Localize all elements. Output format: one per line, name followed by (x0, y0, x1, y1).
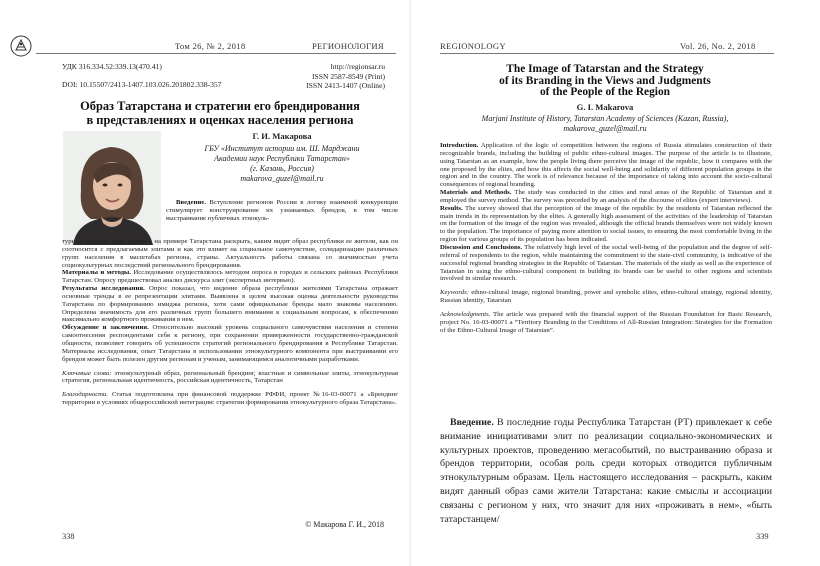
results-text-en: The survey showed that the perception of the image of the republic by the residents of Tatarstan reflected the main trends in its representation by the elites. A generally high assessment of the activities of the leadership of Tatarstan on the formation of the image of the region was revealed, although the official brands themselves were not widely known to the population. The importance of paying more attention to social issues, to ensuring the most comfortable living in the region for various groups of its population has been indicated. (440, 204, 772, 244)
ack-text-en: The article was prepared with the financial support of the Russian Foundation for Basic Research, project No. 16-03-00071 a “Territory Branding in the Conditions of All-Russian Integration: Strategies for the Formation of the Ethno-Cultural Image of Tatarstan”. (440, 310, 772, 334)
discussion-text-ru: Относительно высокий уровень социального самочувствия населения и степени самоотнесения респондентами себя к региону, при сохранении приверженности государственно-гражданской общности, позволяет говорить об успешности стратегий регионального брендирования в Республике Татарстан. Материалы исследования, опыт Татарстана в использовании этнокультурного компонента при выстраивании его брендов может быть полезен другим регионам и ученым, занимающимся аналогичными разработками. (62, 324, 398, 363)
discussion-label-en: Discussion and Conclusions. (440, 243, 523, 251)
methods-label-en: Materials and Methods. (440, 189, 512, 197)
title-ru-line-1: Образ Татарстана и стратегии его брендирования (80, 99, 360, 113)
title-ru-line-2: в представлениях и оценках населения региона (86, 112, 354, 127)
affiliation-ru-line-3: (г. Казань, Россия) (250, 164, 314, 173)
keywords-label-en: Keywords: (440, 289, 469, 297)
page-number-right: 339 (756, 532, 769, 541)
article-title-en (440, 64, 770, 99)
main-text-intro (440, 416, 772, 526)
keywords-text-en: ethno-cultural image, regional branding, power and symbolic elites, ethno-cultural strategy, regional identity, Russian identity, Tatarstan (440, 289, 773, 305)
keywords-text-ru: этнокультурный образ, региональный брендинг, властные и символьные элиты, этнокультурная стратегия, региональная идентичность, российская идентичность, Татарстан (62, 369, 399, 385)
results-text-ru: Опрос показал, что видение образа республики жителями Татарстана отражает основные тренды в ее репрезентации элитами. Выявлена в целом высокая оценка деятельности руководства Татарстана по формированию имиджа региона, хотя сами официальные бренды мало знакомы населению. Определена значимость для его различных групп большего внимания к социальным вопросам, к обеспечению максимально комфортного проживания в нем. (62, 285, 398, 324)
running-head-journal-en: REGIONOLOGY (440, 41, 506, 51)
title-en-line-2: of its Branding in the Views and Judgments (499, 74, 711, 87)
affiliation-en (440, 114, 770, 134)
main-intro-label: Введение. (450, 417, 494, 428)
intro-text-ru: Вступление регионов России в логику взаимной конкуренции стимулирует конструирование их узнаваемых брендов, в том числе выстраивание публичных этнокуль- (166, 199, 399, 222)
methods-text-ru: Исследование осуществлялось методом опроса в городах и сельских районах Республики Татарстан. Опросу предшествовал анализ дискурса элит (экспертных интервью). (62, 269, 399, 285)
udc-code: УДК 316.334.52:339.13(470.41) (62, 62, 162, 71)
intro-label-ru: Введение. (176, 199, 206, 206)
abstract-en (440, 142, 772, 334)
ack-text-ru: Статья подготовлена при финансовой поддержке РФФИ, проект №16-03-00071 а «Брендинг территории в условиях общероссийской интеграции: стратегии формирования этнокультурного образа Татарстана». (62, 391, 398, 407)
affiliation-ru-line-1: ГБУ «Институт истории им. Ш. Марджани (204, 144, 360, 153)
discussion-label-ru: Обсуждение и заключения. (62, 324, 149, 332)
intro-text-ru-cont: турных образов. Цель статьи – на примере Татарстана раскрыть, каким видят образ республики ее жители, как он соотносится с предлагаемым элитами и как это влияет на социальное самочувствие, солидаризацию различных групп населения в масштабах региона, страны. Актуальность работы связана со значимостью учета социокультурных последствий регионального брендирования. (62, 238, 398, 269)
ack-label-en: Acknowledgments. (440, 310, 491, 318)
intro-label-en: Introduction. (440, 142, 479, 149)
affiliation-ru-line-2: Академии наук Республики Татарстан» (214, 154, 350, 163)
title-en-line-3: of the People of the Region (539, 86, 671, 99)
main-intro-text: В последние годы Республика Татарстан (РТ) привлекает к себе внимание инициативами элит по реализации социально-экономических и культурных проектов, проведению мегасобытий, по выстраиванию образа и брендов территории, особая роль среди которых отводится публичным этнокультурным образам. Цель настоящего исследования – раскрыть, каким видят данный образ сами жители Татарстана: какие смыслы и ассоциации связаны с регионом у них, что значит для них «проживать в нем», «быть татарстанцем/ (440, 417, 773, 525)
methods-label-ru: Материалы и методы. (62, 269, 132, 277)
running-head-volume: Том 26, № 2, 2018 (175, 41, 246, 51)
author-name-en: G. I. Makarova (576, 102, 634, 112)
intro-text-en: Application of the logic of competition between the regions of Russia stimulates construction of their recognizable brands, including the building of public ethno-cultural images. The purpose of the article is to illustrate, using Tatarstan as an example, how the people living there perceive the image of the republic, how it compares with the one proposed by the elites, and how this affects the social well-being and solidarity of different population groups in the region and in the country. The work is of relevance because of the importance of taking into account the socio-cultural consequences of regional branding. (440, 142, 772, 189)
doi: DOI: 10.15507/2413-1407.103.026.201802.338-357 (62, 80, 222, 89)
author-email-ru[interactable]: makarova_guzel@mail.ru (240, 174, 324, 183)
title-en-line-1: The Image of Tatarstan and the Strategy (506, 63, 704, 75)
results-label-ru: Результаты исследования. (62, 285, 145, 293)
author-name-ru: Г. И. Макарова (252, 131, 312, 141)
header-rule-en (440, 53, 774, 54)
author-email-en[interactable]: makarova_guzel@mail.ru (563, 124, 647, 133)
issn-online: ISSN 2413-1407 (Online) (306, 81, 385, 91)
page-number-left: 338 (62, 532, 75, 541)
journal-url[interactable]: http://regionsar.ru (330, 62, 385, 71)
affiliation-en-line-1: Marjani Institute of History, Tatarstan Academy of Sciences (Kazan, Russia), (481, 114, 729, 123)
running-head-volume-en: Vol. 26, No. 2, 2018 (680, 41, 756, 51)
discussion-text-en: The relatively high level of the social well-being of the population and the degree of self-referral of respondents to the region, while maintaining the commitment to the state-civil community, is indicative of the successful regional branding strategies in the Republic of Tatarstan. The materials of the study as well as the experience of Tatarstan in using the ethno-cultural component in building its brands can be useful to other regions and scientists involved in similar research. (440, 243, 772, 283)
running-head-journal: РЕГИОНОЛОГИЯ (312, 41, 384, 51)
results-label-en: Results. (440, 204, 463, 212)
methods-text-en: The study was conducted in the cities and rural areas of the Republic of Tatarstan and it employed the survey method. The survey was preceded by an analysis of the discourse of elites (expert interviews). (440, 189, 773, 204)
keywords-label-ru: Ключевые слова: (62, 369, 112, 377)
ack-label-ru: Благодарности. (62, 391, 109, 399)
copyright: © Макарова Г. И., 2018 (305, 520, 384, 529)
issn-print: ISSN 2587-8549 (Print) (312, 71, 385, 81)
